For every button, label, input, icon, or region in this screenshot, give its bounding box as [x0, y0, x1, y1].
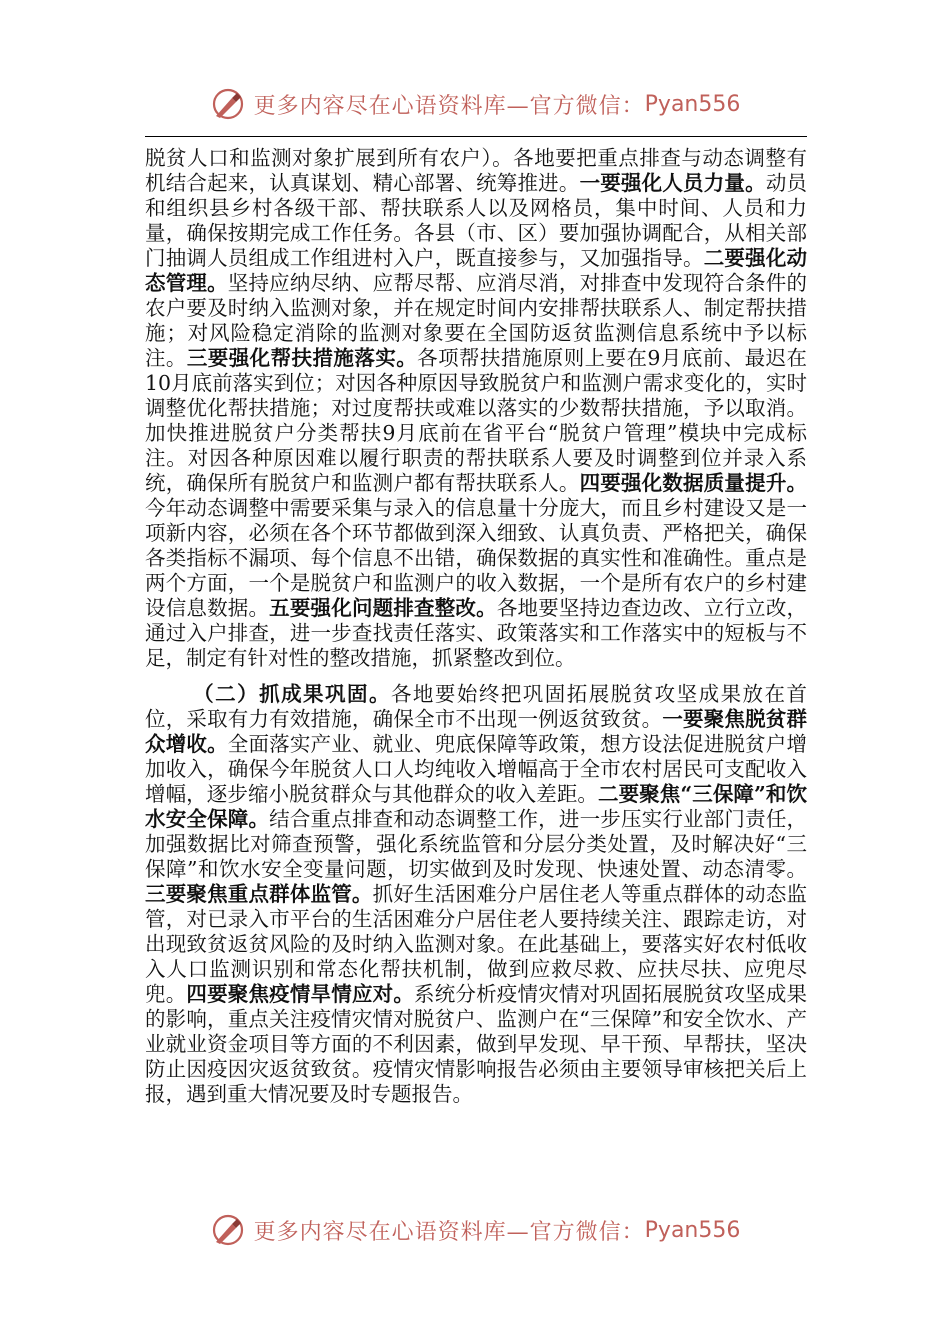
bold-heading-text: 二要强化动态管理。	[145, 246, 808, 295]
footer-watermark	[0, 1212, 950, 1248]
pen-logo-icon	[210, 86, 246, 122]
paragraph	[145, 682, 807, 1107]
bold-heading-text: 一要强化人员力量。	[579, 171, 766, 195]
body-text: 今年动态调整中需要采集与录入的信息量十分庞大，而且乡村建设又是一项新内容，必须在各个环节都做到深入细致、认真负责、严格把关，确保各类指标不漏项、每个信息不出错，确保数据的真实性和准确性。重点是两个方面，一个是脱贫户和监测户的收入数据，一个是所有农户的乡村建设信息数据。	[145, 496, 807, 620]
body-text: 结合重点排查和动态调整工作，进一步压实行业部门责任，加强数据比对筛查预警，强化系统监管和分层分类处置，及时解决好“三保障”和饮水安全变量问题，切实做到及时发现、快速处置、动态清零。	[145, 807, 808, 881]
body-text: 脱贫人口和监测对象扩展到所有农户）。各地要把重点排查与动态调整有机结合起来，认真谋划、精心部署、统筹推进。	[145, 146, 807, 195]
body-text: 系统分析疫情灾情对巩固拓展脱贫攻坚成果的影响，重点关注疫情灾情对脱贫户、监测户在“三保障”和安全饮水、产业就业资金项目等方面的不利因素，做到早发现、早干预、早帮扶，坚决防止因疫因灾返贫致贫。疫情灾情影响报告必须由主要领导审核把关后上报，遇到重大情况要及时专题报告。	[145, 982, 808, 1106]
body-text: 各地要始终把巩固拓展脱贫攻坚成果放在首位，采取有力有效措施，确保全市不出现一例返贫致贫。	[145, 682, 808, 731]
header-divider	[145, 136, 807, 137]
body-text: 动员和组织县乡村各级干部、帮扶联系人以及网格员，集中时间、人员和力量，确保按期完成工作任务。各县（市、区）要加强协调配合，从相关部门抽调人员组成工作组进村入户，既直接参与，又加强指导。	[145, 171, 808, 270]
bold-heading-text: （二）抓成果巩固。	[193, 682, 391, 706]
paragraph	[145, 146, 807, 671]
body-text: 各地要坚持边查边改、立行立改，通过入户排查，进一步查找责任落实、政策落实和工作落实中的短板与不足，制定有针对性的整改措施，抓紧整改到位。	[145, 596, 808, 670]
bold-heading-text: 一要聚焦脱贫群众增收。	[145, 707, 808, 756]
body-text: 抓好生活困难分户居住老人等重点群体的动态监管，对已录入市平台的生活困难分户居住老人要持续关注、跟踪走访，对出现致贫返贫风险的及时纳入监测对象。在此基础上，要落实好农村低收入人口监测识别和常态化帮扶机制，做到应救尽救、应扶尽扶、应兜尽兜。	[145, 882, 808, 1006]
watermark-wechat-id: Pyan556	[644, 91, 741, 117]
body-text: 各项帮扶措施原则上要在9月底前、最迟在10月底前落实到位；对因各种原因导致脱贫户和监测户需求变化的，实时调整优化帮扶措施；对过度帮扶或难以落实的少数帮扶措施，予以取消。加快推进脱贫户分类帮扶9月底前在省平台“脱贫户管理”模块中完成标注。对因各种原因难以履行职责的帮扶联系人要及时调整到位并录入系统，确保所有脱贫户和监测户都有帮扶联系人。	[145, 346, 808, 495]
watermark-text: 更多内容尽在心语资料库—官方微信：	[253, 93, 645, 119]
bold-heading-text: 五要强化问题排查整改。	[269, 596, 497, 620]
bold-heading-text: 二要聚焦“三保障”和饮水安全保障。	[145, 782, 807, 831]
watermark-wechat-id: Pyan556	[644, 1217, 741, 1243]
pen-logo-icon	[210, 1212, 246, 1248]
header-watermark	[0, 86, 950, 122]
bold-heading-text: 四要强化数据质量提升。	[579, 471, 808, 495]
watermark-text: 更多内容尽在心语资料库—官方微信：	[253, 1219, 645, 1245]
bold-heading-text: 三要聚焦重点群体监管。	[145, 882, 373, 906]
document-body	[145, 146, 807, 1107]
body-text: 坚持应纳尽纳、应帮尽帮、应消尽消，对排查中发现符合条件的农户要及时纳入监测对象，并在规定时间内安排帮扶联系人、制定帮扶措施；对风险稳定消除的监测对象要在全国防返贫监测信息系统中予以标注。	[145, 271, 808, 370]
body-text: 全面落实产业、就业、兜底保障等政策，想方设法促进脱贫户增加收入，确保今年脱贫人口人均纯收入增幅高于全市农村居民可支配收入增幅，逐步缩小脱贫群众与其他群众的收入差距。	[145, 732, 808, 806]
bold-heading-text: 四要聚焦疫情旱情应对。	[186, 982, 415, 1006]
bold-heading-text: 三要强化帮扶措施落实。	[186, 346, 418, 370]
